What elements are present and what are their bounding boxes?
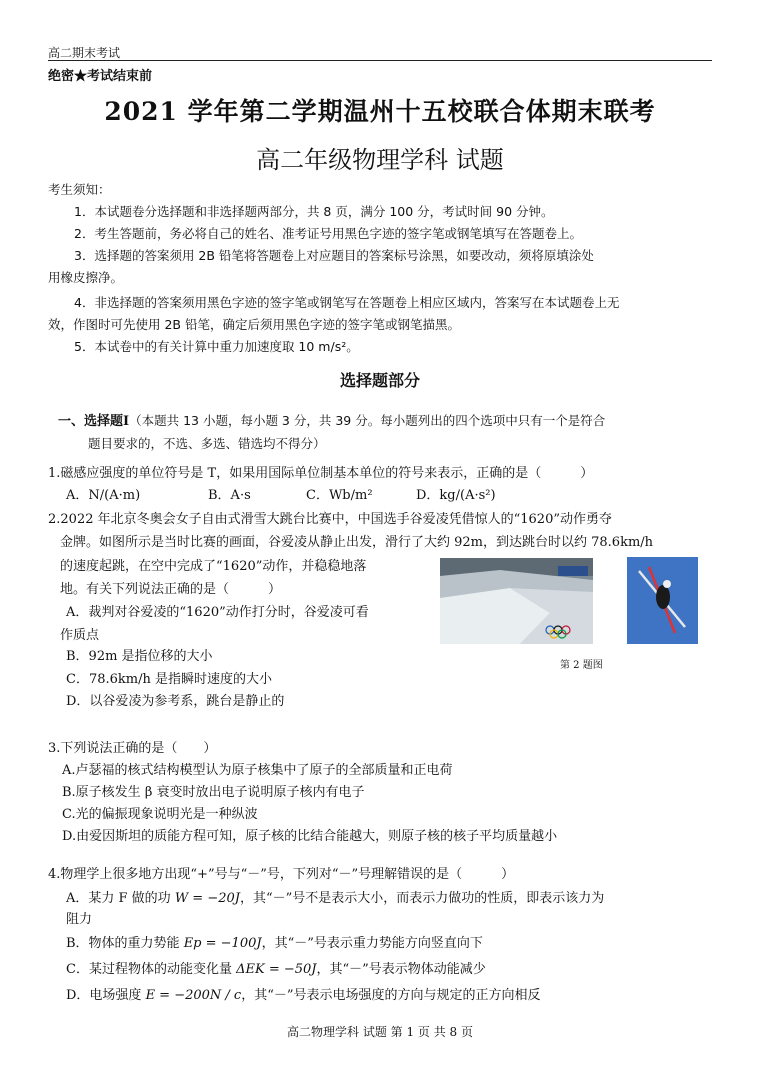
q4-a-text-post: ，其“－”号不是表示大小，而表示力做功的性质，即表示该力为 bbox=[239, 891, 605, 906]
q1-option-a: A．N/(A·m) bbox=[66, 488, 141, 503]
ski-jump-venue-image bbox=[440, 558, 593, 644]
q4-option-c bbox=[66, 958, 486, 977]
part1-desc-a: （本题共 13 小题，每小题 3 分，共 39 分。每小题列出的四个选项中只有一个是符合 bbox=[129, 413, 606, 428]
q4-c-formula: ΔEK = −50J bbox=[236, 962, 317, 977]
notice-item-2: 2．考生答题前，务必将自己的姓名、准考证号用黑色字迹的签字笔或钢笔填写在答题卷上。 bbox=[74, 226, 582, 241]
q4-d-text: D．电场强度 bbox=[66, 988, 146, 1003]
q3-stem: 3.下列说法正确的是（ ） bbox=[48, 741, 217, 756]
q3-option-a: A.卢瑟福的核式结构模型认为原子核集中了原子的全部质量和正电荷 bbox=[62, 763, 453, 778]
notice-heading: 考生须知： bbox=[48, 182, 111, 197]
notice-item-5: 5．本试卷中的有关计算中重力加速度取 10 m/s²。 bbox=[74, 339, 359, 354]
q4-a-text: A．某力 F 做的功 bbox=[66, 891, 175, 906]
notice-item-3b: 用橡皮擦净。 bbox=[48, 270, 124, 285]
q2-option-b: B．92m 是指位移的大小 bbox=[66, 649, 213, 664]
q1-option-d: D．kg/(A·s²) bbox=[416, 488, 496, 503]
exam-title: 2021 学年第二学期温州十五校联合体期末联考 bbox=[104, 97, 656, 126]
q4-d-text-post: ，其“－”号表示电场强度的方向与规定的正方向相反 bbox=[241, 988, 541, 1003]
q2-option-d: D．以谷爱凌为参考系，跳台是静止的 bbox=[66, 694, 285, 709]
q4-c-text-post: ，其“－”号表示物体动能减少 bbox=[316, 962, 486, 977]
q2-line4: 地。有关下列说法正确的是（ ） bbox=[60, 582, 282, 597]
notice-item-4a: 4．非选择题的答案须用黑色字迹的签字笔或钢笔写在答题卷上相应区域内，答案写在本试题卷上无 bbox=[74, 295, 620, 310]
q4-option-b bbox=[66, 932, 483, 951]
q1-option-b: B．A·s bbox=[208, 488, 251, 503]
skier-in-air-image bbox=[627, 557, 698, 644]
q4-b-formula: Ep = −100J bbox=[183, 936, 262, 951]
q2-option-c: C．78.6km/h 是指瞬时速度的大小 bbox=[66, 672, 272, 687]
q4-stem: 4.物理学上很多地方出现“+”号与“－”号，下列对“－”号理解错误的是（ ） bbox=[48, 867, 515, 882]
exam-label: 高二期末考试 bbox=[48, 46, 121, 60]
page-footer: 高二物理学科 试题 第 1 页 共 8 页 bbox=[287, 1025, 473, 1039]
q4-option-d bbox=[66, 984, 541, 1003]
notice-item-1: 1．本试题卷分选择题和非选择题两部分，共 8 页，满分 100 分，考试时间 90 分钟。 bbox=[74, 204, 554, 219]
q4-c-text: C．某过程物体的动能变化量 bbox=[66, 962, 237, 977]
notice-item-3a: 3．选择题的答案须用 2B 铅笔将答题卷上对应题目的答案标号涂黑，如要改动，须将原填涂处 bbox=[74, 248, 594, 263]
q4-d-formula: E = −200N / c bbox=[145, 988, 242, 1003]
header-rule bbox=[48, 60, 712, 61]
figure-caption: 第 2 题图 bbox=[560, 660, 603, 671]
q4-option-a-cont: 阻力 bbox=[66, 912, 93, 927]
part1-label: 一、选择题Ⅰ bbox=[58, 414, 130, 429]
part1-desc-b: 题目要求的，不选、多选、错选均不得分） bbox=[88, 436, 326, 451]
q2-option-a-cont: 作质点 bbox=[60, 628, 100, 643]
part1-desc-line1 bbox=[58, 410, 605, 429]
q2-line1: 2.2022 年北京冬奥会女子自由式滑雪大跳台比赛中，中国选手谷爱凌凭借惊人的“1620”动作勇夺 bbox=[48, 512, 612, 527]
q2-option-a: A．裁判对谷爱凌的“1620”动作打分时，谷爱凌可看 bbox=[66, 605, 369, 620]
q4-a-formula: W = −20J bbox=[174, 891, 240, 906]
q1-option-c: C．Wb/m² bbox=[306, 488, 373, 503]
section-title: 选择题部分 bbox=[339, 371, 420, 390]
q3-option-b: B.原子核发生 β 衰变时放出电子说明原子核内有电子 bbox=[62, 785, 365, 800]
q3-option-c: C.光的偏振现象说明光是一种纵波 bbox=[62, 807, 258, 822]
q2-line3: 的速度起跳，在空中完成了“1620”动作，并稳稳地落 bbox=[60, 559, 367, 574]
q1-stem: 1.磁感应强度的单位符号是 T，如果用国际单位制基本单位的符号来表示，正确的是（ ） bbox=[48, 466, 594, 481]
q2-line2: 金牌。如图所示是当时比赛的画面，谷爱凌从静止出发，滑行了大约 92m，到达跳台时以约 78.6km/h bbox=[60, 535, 654, 550]
exam-subtitle: 高二年级物理学科 试题 bbox=[256, 146, 504, 174]
q3-option-d: D.由爱因斯坦的质能方程可知，原子核的比结合能越大，则原子核的核子平均质量越小 bbox=[62, 829, 558, 844]
q4-b-text: B．物体的重力势能 bbox=[66, 936, 184, 951]
q4-b-text-post: ，其“－”号表示重力势能方向竖直向下 bbox=[261, 936, 483, 951]
q4-option-a bbox=[66, 887, 604, 906]
notice-item-4b: 效，作图时可先使用 2B 铅笔，确定后须用黑色字迹的签字笔或钢笔描黑。 bbox=[48, 317, 460, 332]
secret-label: 绝密★考试结束前 bbox=[48, 69, 153, 84]
